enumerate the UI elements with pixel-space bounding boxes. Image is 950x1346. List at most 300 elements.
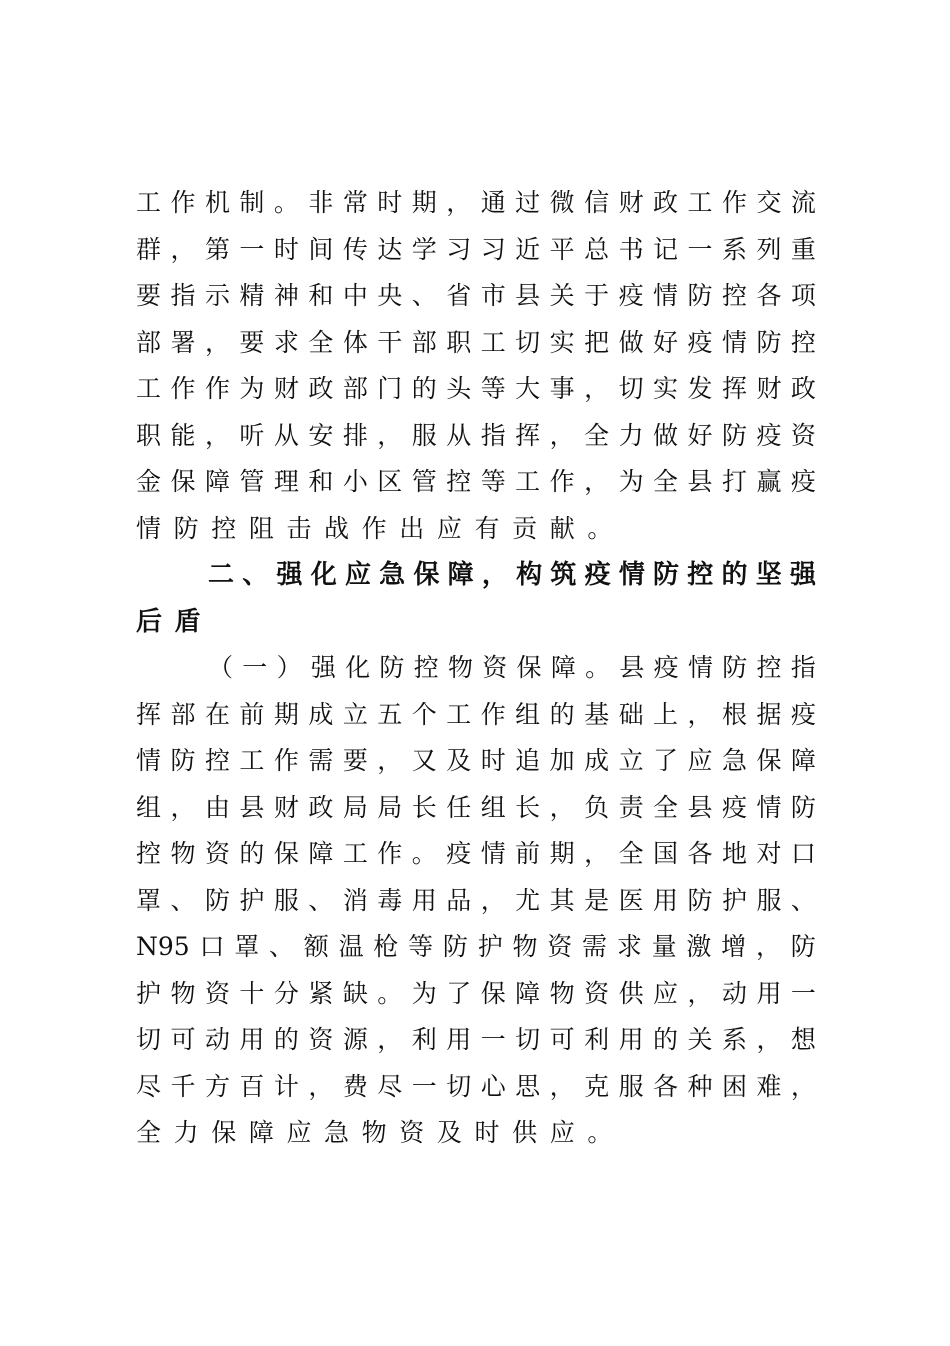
glyph: 动 bbox=[721, 978, 747, 1008]
glyph: 资 bbox=[584, 978, 610, 1008]
glyph: 疫 bbox=[446, 839, 472, 868]
text-line bbox=[136, 273, 816, 320]
glyph: 作 bbox=[273, 746, 299, 775]
glyph: 中 bbox=[342, 281, 368, 310]
glyph: 作 bbox=[170, 188, 196, 217]
glyph: ， bbox=[377, 746, 403, 775]
glyph: 情 bbox=[618, 560, 645, 590]
glyph: 常 bbox=[342, 188, 368, 217]
glyph: 物 bbox=[170, 839, 196, 868]
glyph: 期 bbox=[549, 839, 575, 868]
glyph: 应 bbox=[344, 560, 371, 590]
glyph: 的 bbox=[721, 560, 748, 590]
glyph: 工 bbox=[515, 467, 541, 496]
glyph: 罩 bbox=[136, 885, 162, 915]
glyph: ， bbox=[170, 234, 196, 264]
glyph: 流 bbox=[790, 188, 816, 217]
glyph: 种 bbox=[687, 1071, 713, 1101]
glyph: 近 bbox=[515, 234, 541, 264]
glyph: 发 bbox=[687, 374, 713, 403]
glyph: 情 bbox=[136, 513, 162, 543]
glyph: 通 bbox=[480, 188, 506, 217]
glyph: ， bbox=[170, 792, 196, 822]
glyph: 量 bbox=[651, 932, 677, 961]
glyph: 头 bbox=[446, 374, 472, 403]
glyph: 力 bbox=[618, 420, 644, 450]
glyph: 防 bbox=[379, 653, 405, 682]
glyph: 强 bbox=[789, 560, 816, 590]
glyph: 安 bbox=[308, 420, 334, 450]
glyph: 用 bbox=[446, 1025, 472, 1054]
glyph: 从 bbox=[446, 420, 472, 450]
glyph: 需 bbox=[308, 746, 334, 775]
glyph: 。 bbox=[585, 653, 611, 682]
glyph: 全 bbox=[653, 792, 679, 822]
glyph: 、 bbox=[269, 932, 295, 961]
text-line bbox=[136, 413, 816, 460]
glyph: 战 bbox=[324, 513, 350, 543]
glyph: 平 bbox=[549, 234, 575, 264]
glyph: 用 bbox=[756, 978, 782, 1008]
glyph: 做 bbox=[618, 327, 644, 357]
glyph: 保 bbox=[756, 746, 782, 775]
glyph: 工 bbox=[687, 188, 713, 217]
glyph: 有 bbox=[474, 513, 500, 543]
glyph: 前 bbox=[515, 839, 541, 868]
glyph: 及 bbox=[446, 746, 472, 775]
glyph: 管 bbox=[239, 467, 265, 496]
glyph: 情 bbox=[653, 281, 679, 310]
glyph: 防 bbox=[170, 746, 196, 775]
glyph: 其 bbox=[549, 885, 575, 915]
glyph: 理 bbox=[273, 467, 299, 496]
glyph: 财 bbox=[756, 374, 782, 403]
glyph: 强 bbox=[276, 560, 303, 590]
glyph: 的 bbox=[411, 374, 437, 403]
glyph: 服 bbox=[618, 1071, 644, 1101]
glyph: 应 bbox=[653, 978, 679, 1008]
glyph: 成 bbox=[584, 746, 610, 775]
glyph: 应 bbox=[687, 746, 713, 775]
glyph: 习 bbox=[480, 234, 506, 264]
glyph: 财 bbox=[618, 188, 644, 217]
glyph: 为 bbox=[239, 374, 265, 403]
section-heading bbox=[136, 552, 816, 645]
glyph: 需 bbox=[582, 932, 608, 961]
glyph: 医 bbox=[618, 885, 644, 915]
glyph: 罩 bbox=[234, 932, 260, 961]
text-line bbox=[136, 320, 816, 367]
glyph: 求 bbox=[616, 932, 642, 961]
glyph: 好 bbox=[653, 327, 679, 357]
glyph: 全 bbox=[308, 327, 334, 357]
glyph: 交 bbox=[756, 188, 782, 217]
glyph: 用 bbox=[239, 1025, 265, 1054]
glyph: 时 bbox=[480, 746, 506, 775]
glyph: 护 bbox=[721, 885, 747, 915]
glyph: 全 bbox=[584, 420, 610, 450]
glyph: ， bbox=[549, 1071, 575, 1101]
glyph: 疫 bbox=[653, 653, 679, 682]
glyph: 部 bbox=[136, 327, 162, 357]
glyph: N95 bbox=[136, 932, 190, 961]
glyph: 想 bbox=[790, 1025, 816, 1054]
glyph: 神 bbox=[273, 281, 299, 310]
glyph: 署 bbox=[170, 327, 196, 357]
glyph: 期 bbox=[411, 188, 437, 217]
glyph: 控 bbox=[721, 281, 747, 310]
glyph: 大 bbox=[515, 374, 541, 403]
text-line bbox=[136, 227, 816, 274]
glyph: 局 bbox=[342, 792, 368, 822]
glyph: 、 bbox=[790, 885, 816, 915]
glyph: 障 bbox=[550, 653, 576, 682]
glyph: 个 bbox=[411, 699, 437, 729]
glyph: 体 bbox=[342, 327, 368, 357]
glyph: 利 bbox=[411, 1025, 437, 1054]
glyph: 各 bbox=[653, 1071, 679, 1101]
glyph: 工 bbox=[136, 188, 162, 217]
text-line bbox=[136, 878, 816, 925]
glyph: 系 bbox=[721, 1025, 747, 1054]
text-line bbox=[136, 785, 816, 832]
glyph: 消 bbox=[342, 885, 368, 915]
glyph: 于 bbox=[584, 281, 610, 310]
glyph: 用 bbox=[411, 885, 437, 915]
glyph: 工 bbox=[239, 746, 265, 775]
glyph: 及 bbox=[436, 1118, 462, 1147]
glyph: 急 bbox=[324, 1118, 350, 1147]
glyph: 据 bbox=[756, 699, 782, 729]
glyph: 尽 bbox=[136, 1071, 162, 1101]
glyph: 央 bbox=[377, 281, 403, 310]
glyph: 控 bbox=[446, 467, 472, 496]
glyph: 障 bbox=[248, 1118, 274, 1147]
glyph: 情 bbox=[136, 746, 162, 775]
glyph: 制 bbox=[239, 188, 265, 217]
glyph: 要 bbox=[239, 327, 265, 357]
glyph: ， bbox=[756, 1025, 782, 1054]
glyph: ， bbox=[480, 885, 506, 915]
glyph: 根 bbox=[721, 699, 747, 729]
glyph: 为 bbox=[618, 467, 644, 496]
glyph: 础 bbox=[618, 699, 644, 729]
glyph: 政 bbox=[308, 374, 334, 403]
glyph: 指 bbox=[790, 653, 816, 682]
glyph: 一 bbox=[239, 234, 265, 264]
glyph: 克 bbox=[584, 1071, 610, 1101]
glyph: 化 bbox=[345, 653, 371, 682]
glyph: 资 bbox=[790, 420, 816, 450]
glyph: 等 bbox=[480, 374, 506, 403]
glyph: 服 bbox=[411, 420, 437, 450]
glyph: 情 bbox=[721, 327, 747, 357]
glyph: 的 bbox=[239, 839, 265, 868]
glyph: 疫 bbox=[584, 560, 611, 590]
glyph: 品 bbox=[446, 885, 472, 915]
glyph: 防 bbox=[204, 885, 230, 915]
glyph: 习 bbox=[446, 234, 472, 264]
glyph: 重 bbox=[790, 234, 816, 264]
glyph: 防 bbox=[756, 327, 782, 357]
glyph: 工 bbox=[446, 699, 472, 729]
glyph: 金 bbox=[136, 467, 162, 496]
glyph: 组 bbox=[515, 699, 541, 729]
glyph: 困 bbox=[721, 1071, 747, 1101]
glyph: 组 bbox=[136, 792, 162, 822]
glyph: 切 bbox=[515, 327, 541, 357]
glyph: 动 bbox=[204, 1025, 230, 1054]
glyph: 管 bbox=[411, 467, 437, 496]
glyph: 工 bbox=[136, 374, 162, 403]
glyph: 应 bbox=[286, 1118, 312, 1147]
glyph: 物 bbox=[361, 1118, 387, 1147]
glyph: 财 bbox=[273, 374, 299, 403]
glyph: 作 bbox=[549, 467, 575, 496]
glyph: 、 bbox=[170, 885, 196, 915]
glyph: 把 bbox=[584, 327, 610, 357]
glyph: 间 bbox=[308, 234, 334, 264]
glyph: 。 bbox=[377, 978, 403, 1008]
glyph: 十 bbox=[239, 978, 265, 1008]
glyph: 二 bbox=[208, 560, 235, 590]
glyph: 增 bbox=[721, 932, 747, 961]
text-line bbox=[136, 924, 816, 971]
glyph: ， bbox=[687, 978, 713, 1008]
glyph: ， bbox=[308, 1071, 334, 1101]
glyph: 作 bbox=[377, 839, 403, 868]
glyph: 是 bbox=[584, 885, 610, 915]
glyph: 全 bbox=[618, 839, 644, 868]
glyph: 疫 bbox=[618, 281, 644, 310]
glyph: 切 bbox=[515, 1025, 541, 1054]
glyph: 指 bbox=[170, 281, 196, 310]
glyph: 障 bbox=[308, 839, 334, 868]
glyph: ， bbox=[755, 932, 781, 961]
glyph: 的 bbox=[653, 1025, 679, 1054]
glyph: （ bbox=[208, 653, 234, 682]
glyph: 对 bbox=[756, 839, 782, 868]
glyph: 非 bbox=[308, 188, 334, 217]
glyph: 控 bbox=[204, 746, 230, 775]
glyph: 疫 bbox=[790, 699, 816, 729]
glyph: 缺 bbox=[342, 978, 368, 1008]
glyph: 坚 bbox=[755, 560, 782, 590]
glyph: 保 bbox=[413, 560, 440, 590]
glyph: 击 bbox=[286, 513, 312, 543]
glyph: 用 bbox=[653, 885, 679, 915]
text-line bbox=[136, 971, 816, 1018]
glyph: 加 bbox=[549, 746, 575, 775]
glyph: 强 bbox=[310, 653, 336, 682]
glyph: ， bbox=[446, 188, 472, 217]
glyph: 急 bbox=[721, 746, 747, 775]
glyph: 政 bbox=[790, 374, 816, 403]
text-line bbox=[136, 1017, 816, 1064]
glyph: 护 bbox=[136, 978, 162, 1008]
glyph: 小 bbox=[342, 467, 368, 496]
glyph: 局 bbox=[377, 792, 403, 822]
glyph: 供 bbox=[618, 978, 644, 1008]
glyph: 疫 bbox=[687, 327, 713, 357]
text-line bbox=[136, 180, 816, 227]
glyph: 一 bbox=[687, 234, 713, 264]
glyph: 追 bbox=[515, 746, 541, 775]
glyph: 保 bbox=[480, 978, 506, 1008]
glyph: 挥 bbox=[721, 374, 747, 403]
glyph: 可 bbox=[549, 1025, 575, 1054]
glyph: 系 bbox=[721, 234, 747, 264]
glyph: 工 bbox=[480, 327, 506, 357]
glyph: 服 bbox=[756, 885, 782, 915]
glyph: 、 bbox=[242, 560, 269, 590]
glyph: 全 bbox=[136, 1118, 162, 1147]
glyph: 门 bbox=[377, 374, 403, 403]
glyph: ， bbox=[790, 1071, 816, 1101]
glyph: 分 bbox=[273, 978, 299, 1008]
glyph: 信 bbox=[584, 188, 610, 217]
glyph: 力 bbox=[173, 1118, 199, 1147]
glyph: 资 bbox=[204, 978, 230, 1008]
glyph: 挥 bbox=[515, 420, 541, 450]
glyph: 、 bbox=[411, 281, 437, 310]
glyph: 枪 bbox=[373, 932, 399, 961]
glyph: 控 bbox=[756, 653, 782, 682]
glyph: 疫 bbox=[721, 792, 747, 822]
glyph: 关 bbox=[687, 1025, 713, 1054]
glyph: 资 bbox=[547, 932, 573, 961]
glyph: 要 bbox=[136, 281, 162, 310]
glyph: 的 bbox=[273, 1025, 299, 1054]
glyph: 激 bbox=[686, 932, 712, 961]
glyph: ， bbox=[204, 420, 230, 450]
glyph: 一 bbox=[411, 1071, 437, 1101]
glyph: 政 bbox=[308, 792, 334, 822]
glyph: 又 bbox=[411, 746, 437, 775]
glyph: 县 bbox=[687, 792, 713, 822]
glyph: 物 bbox=[447, 653, 473, 682]
glyph: ， bbox=[584, 467, 610, 496]
text-line bbox=[136, 459, 816, 506]
glyph: 立 bbox=[342, 699, 368, 729]
text-line bbox=[136, 645, 816, 692]
glyph: 地 bbox=[721, 839, 747, 868]
glyph: 打 bbox=[721, 467, 747, 496]
glyph: 资 bbox=[399, 1118, 425, 1147]
glyph: 化 bbox=[310, 560, 337, 590]
glyph: 切 bbox=[618, 374, 644, 403]
glyph: 作 bbox=[170, 374, 196, 403]
glyph: 保 bbox=[516, 653, 542, 682]
paragraph-work-mechanism bbox=[136, 180, 816, 552]
glyph: 防 bbox=[173, 513, 199, 543]
glyph: 。 bbox=[273, 188, 299, 217]
glyph: 盾 bbox=[174, 606, 201, 637]
glyph: 障 bbox=[204, 467, 230, 496]
text-line bbox=[136, 831, 816, 878]
glyph: 尽 bbox=[377, 1071, 403, 1101]
glyph: 一 bbox=[480, 1025, 506, 1054]
glyph: ， bbox=[377, 420, 403, 450]
glyph: 思 bbox=[515, 1071, 541, 1101]
glyph: 过 bbox=[515, 188, 541, 217]
document-body bbox=[136, 180, 816, 1157]
glyph: 五 bbox=[377, 699, 403, 729]
glyph: 尤 bbox=[515, 885, 541, 915]
glyph: 情 bbox=[687, 653, 713, 682]
glyph: 额 bbox=[303, 932, 329, 961]
glyph: 县 bbox=[239, 792, 265, 822]
glyph: 示 bbox=[204, 281, 230, 310]
glyph: 献 bbox=[549, 513, 575, 543]
glyph: 用 bbox=[618, 1025, 644, 1054]
glyph: 实 bbox=[549, 327, 575, 357]
glyph: 要 bbox=[342, 746, 368, 775]
glyph: 切 bbox=[136, 1025, 162, 1054]
glyph: 在 bbox=[204, 699, 230, 729]
glyph: 防 bbox=[687, 281, 713, 310]
glyph: 时 bbox=[474, 1118, 500, 1147]
glyph: 护 bbox=[477, 932, 503, 961]
glyph: 控 bbox=[136, 839, 162, 868]
text-line bbox=[136, 692, 816, 739]
glyph: 应 bbox=[436, 513, 462, 543]
text-line bbox=[136, 1110, 816, 1157]
glyph: 精 bbox=[239, 281, 265, 310]
glyph: 、 bbox=[308, 885, 334, 915]
glyph: 百 bbox=[239, 1071, 265, 1101]
glyph: 记 bbox=[653, 234, 679, 264]
glyph: 障 bbox=[515, 978, 541, 1008]
glyph: 前 bbox=[239, 699, 265, 729]
glyph: 从 bbox=[273, 420, 299, 450]
glyph: 任 bbox=[446, 792, 472, 822]
glyph: 等 bbox=[408, 932, 434, 961]
glyph: 费 bbox=[342, 1071, 368, 1101]
glyph: 控 bbox=[687, 560, 714, 590]
glyph: 工 bbox=[342, 839, 368, 868]
glyph: 实 bbox=[653, 374, 679, 403]
glyph: 防 bbox=[722, 653, 748, 682]
glyph: ， bbox=[204, 327, 230, 357]
glyph: 县 bbox=[619, 653, 645, 682]
glyph: 障 bbox=[447, 560, 474, 590]
glyph: 口 bbox=[790, 839, 816, 868]
glyph: 能 bbox=[170, 420, 196, 450]
glyph: 情 bbox=[480, 839, 506, 868]
glyph: 财 bbox=[273, 792, 299, 822]
glyph: 情 bbox=[756, 792, 782, 822]
glyph: 保 bbox=[273, 839, 299, 868]
glyph: 防 bbox=[442, 932, 468, 961]
glyph: 了 bbox=[653, 746, 679, 775]
glyph: 关 bbox=[549, 281, 575, 310]
glyph: 毒 bbox=[377, 885, 403, 915]
glyph: 书 bbox=[618, 234, 644, 264]
glyph: 疫 bbox=[756, 420, 782, 450]
glyph: 职 bbox=[136, 420, 162, 450]
glyph: 责 bbox=[618, 792, 644, 822]
glyph: 全 bbox=[653, 467, 679, 496]
glyph: 总 bbox=[584, 234, 610, 264]
glyph: 第 bbox=[204, 234, 230, 264]
glyph: 部 bbox=[170, 699, 196, 729]
glyph: 供 bbox=[512, 1118, 538, 1147]
glyph: 千 bbox=[170, 1071, 196, 1101]
glyph: 阻 bbox=[248, 513, 274, 543]
glyph: 资 bbox=[482, 653, 508, 682]
glyph: 时 bbox=[273, 234, 299, 264]
